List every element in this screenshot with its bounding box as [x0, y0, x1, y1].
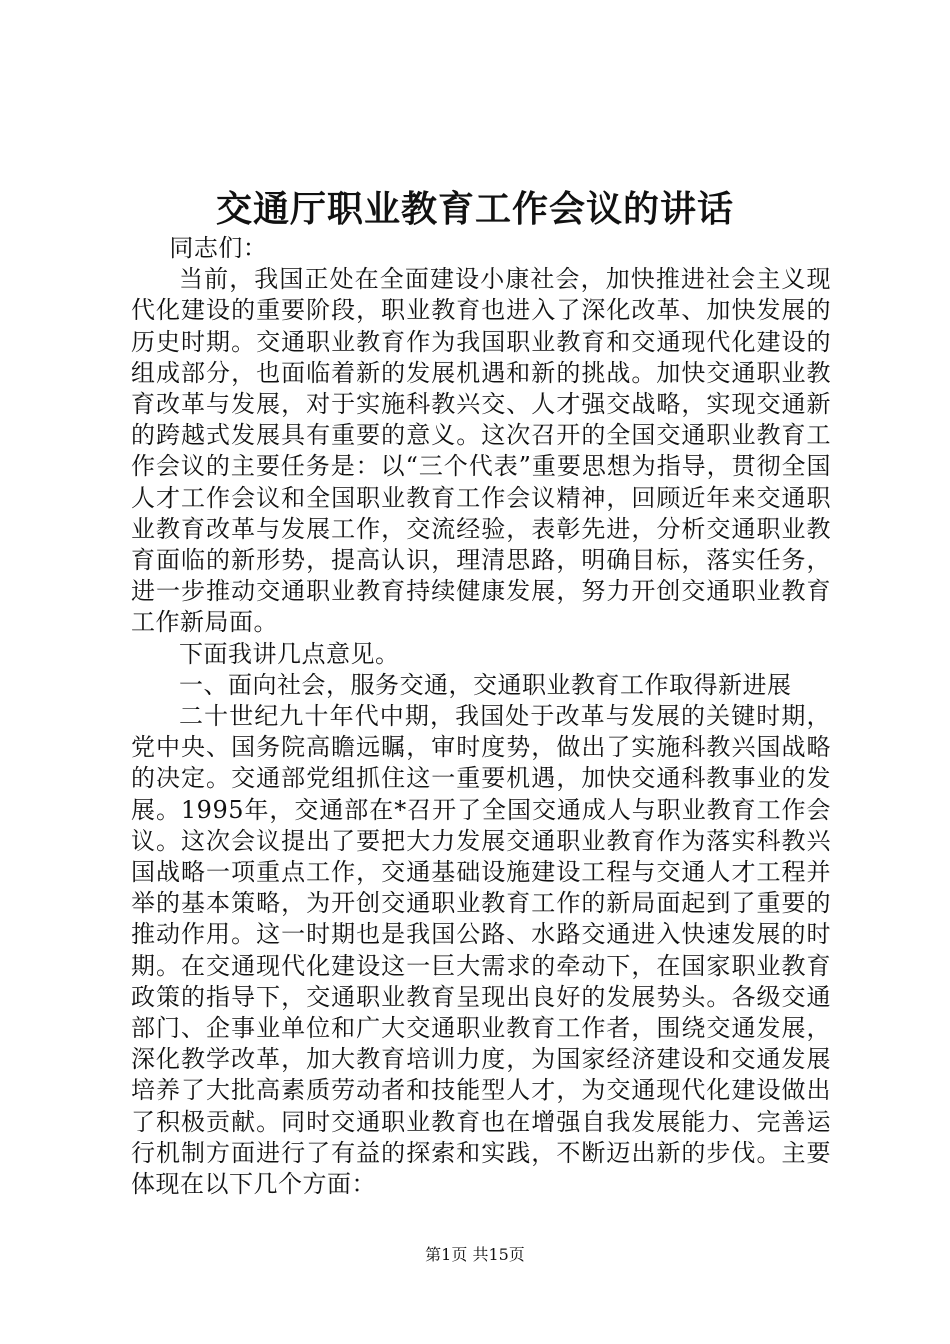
body-paragraph: 二十世纪九十年代中期，我国处于改革与发展的关键时期，党中央、国务院高瞻远瞩，审时度势，做出了实施科教兴国战略的决定。交通部党组抓住这一重要机遇，加快交通科教事业的发展。1995年，交通部在*召开了全国交通成人与职业教育工作会议。这次会议提出了要把大力发展交通职业教育作为落实科教兴国战略一项重点工作，交通基础设施建设工程与交通人才工程并举的基本策略，为开创交通职业教育工作的新局面起到了重要的推动作用。这一时期也是我国公路、水路交通进入快速发展的时期。在交通现代化建设这一巨大需求的牵动下，在国家职业教育政策的指导下，交通职业教育呈现出良好的发展势头。各级交通部门、企事业单位和广大交通职业教育工作者，围绕交通发展，深化教学改革，加大教育培训力度，为国家经济建设和交通发展培养了大批高素质劳动者和技能型人才，为交通现代化建设做出了积极贡献。同时交通职业教育也在增强自我发展能力、完善运行机制方面进行了有益的探索和实践，不断迈出新的步伐。主要体现在以下几个方面： — [131, 702, 831, 1199]
body-paragraph: 下面我讲几点意见。 — [179, 639, 400, 668]
section-heading: 一、面向社会，服务交通，交通职业教育工作取得新进展 — [179, 670, 792, 699]
document-body — [131, 233, 831, 1200]
page-footer: 第1页 共15页 — [425, 1245, 525, 1264]
body-paragraph: 当前，我国正处在全面建设小康社会，加快推进社会主义现代化建设的重要阶段，职业教育也进入了深化改革、加快发展的历史时期。交通职业教育作为我国职业教育和交通现代化建设的组成部分，也面临着新的发展机遇和新的挑战。加快交通职业教育改革与发展，对于实施科教兴交、人才强交战略，实现交通新的跨越式发展具有重要的意义。这次召开的全国交通职业教育工作会议的主要任务是：以“三个代表”重要思想为指导，贯彻全国人才工作会议和全国职业教育工作会议精神，回顾近年来交通职业教育改革与发展工作，交流经验，表彰先进，分析交通职业教育面临的新形势，提高认识，理清思路，明确目标，落实任务，进一步推动交通职业教育持续健康发展，努力开创交通职业教育工作新局面。 — [131, 265, 831, 637]
document-title: 交通厅职业教育工作会议的讲话 — [215, 188, 734, 230]
salutation-paragraph: 同志们： — [169, 234, 268, 262]
